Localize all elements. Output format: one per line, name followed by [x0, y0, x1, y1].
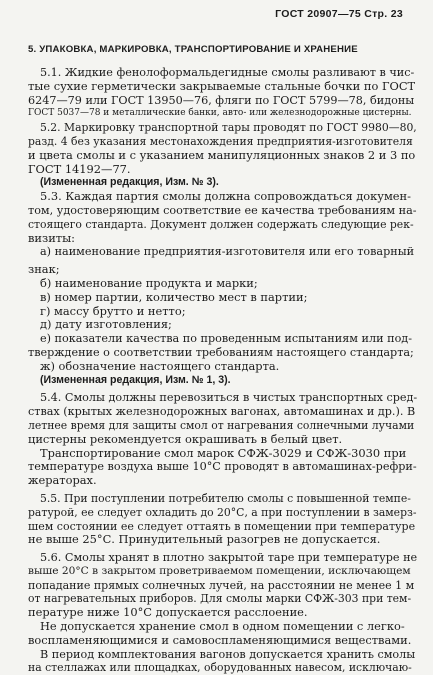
text-line: 6247—79 или ГОСТ 13950—76, фляги по ГОСТ 5799—78, бидоны: [28, 93, 415, 107]
text-line: от нагревательных приборов. Для смолы марки СФЖ-303 при тем-: [28, 592, 412, 606]
text-line: 5.1. Жидкие фенолоформальдегидные смолы разливают в чис-: [40, 66, 415, 79]
text-line: Транспортирование смол марок СФЖ-3029 и СФЖ-3030 при: [40, 445, 407, 460]
text-line: ГОСТ 14192—77.: [28, 161, 131, 176]
text-line: воспламеняющимися и самовоспламеняющимися веществами.: [28, 632, 412, 647]
section-title: 5. УПАКОВКА, МАРКИРОВКА, ТРАНСПОРТИРОВАНИЕ И ХРАНЕНИЕ: [28, 44, 358, 55]
amendment-note: (Измененная редакция, Изм. № 1, 3).: [40, 373, 231, 386]
list-item: д) дату изготовления;: [40, 317, 172, 332]
text-line: на стеллажах или площадках, оборудованных навесом, исключаю-: [28, 661, 412, 675]
text-line: попадание прямых солнечных лучей, на расстоянии не менее 1 м: [28, 578, 415, 592]
text-line: летнее время для защиты смол от нагревания солнечными лучами: [28, 418, 415, 432]
text-line: тые сухие герметически закрываемые стальные бочки по ГОСТ: [28, 78, 416, 93]
text-line: 5.5. При поступлении потребителю смолы с повышенной темпе-: [40, 491, 411, 505]
text-line: знак;: [28, 262, 60, 277]
list-item: ж) обозначение настоящего стандарта.: [40, 358, 280, 373]
text-line: 5.3. Каждая партия смолы должна сопровождаться докумен-: [40, 189, 411, 204]
text-line: выше 20°С в закрытом проветриваемом помещении, исключающем: [28, 564, 411, 577]
page-header: ГОСТ 20907—75 Стр. 23: [275, 8, 403, 20]
list-item: г) массу брутто и нетто;: [40, 303, 186, 318]
text-line: цистерны рекомендуется окрашивать в белый цвет.: [28, 431, 343, 446]
list-item: б) наименование продукта и марки;: [40, 275, 258, 290]
text-line: 5.6. Смолы хранят в плотно закрытой таре при температуре не: [40, 551, 418, 565]
text-line: разд. 4 без указания местонахождения предприятия-изготовителя: [28, 134, 413, 148]
list-item: е) показатели качества по проведенным испытаниям или под-: [40, 332, 412, 346]
text-line: пературе ниже 10°С допускается расслоение.: [28, 605, 308, 620]
list-item: а) наименование предприятия-изготовителя или его товарный: [40, 245, 415, 259]
text-line: шем состоянии ее следует оттаять в помещении при температуре: [28, 519, 416, 533]
text-line: не выше 25°С. Принудительный разогрев не допускается.: [28, 532, 381, 547]
text-line: и цвета смолы и с указанием манипуляционных знаков 2 и 3 по: [28, 147, 416, 162]
text-line: жераторах.: [28, 473, 97, 488]
text-line: 5.2. Маркировку транспортной тары проводят по ГОСТ 9980—80,: [40, 121, 417, 135]
text-line: ствах (крытых железнодорожных вагонах, автомашинах и др.). В: [28, 405, 416, 419]
text-line: температуре воздуха выше 10°С проводят в автомашинах-рефри-: [28, 460, 417, 474]
text-line: ратурой, ее следует охладить до 20°С, а при поступлении в замерз-: [28, 505, 417, 519]
text-line: ГОСТ 5037—78 и металлические банки, авто- или железнодорожные цистерны.: [28, 108, 412, 119]
text-line: том, удостоверяющим соответствие ее качества требованиям на-: [28, 203, 417, 217]
text-line: 5.4. Смолы должны перевозиться в чистых транспортных сред-: [40, 391, 418, 405]
text-line: Не допускается хранение смол в одном помещении с легко-: [40, 619, 405, 634]
text-line: визиты:: [28, 230, 76, 245]
document-body: [28, 66, 416, 675]
text-line: стоящего стандарта. Документ должен содержать следующие рек-: [28, 217, 414, 231]
text-line: тверждение о соответствии требованиям настоящего стандарта;: [28, 345, 414, 359]
text-line: В период комплектования вагонов допускается хранить смолы: [40, 647, 416, 661]
amendment-note: (Измененная редакция, Изм. № 3).: [40, 176, 219, 189]
list-item: в) номер партии, количество мест в партии;: [40, 289, 308, 304]
